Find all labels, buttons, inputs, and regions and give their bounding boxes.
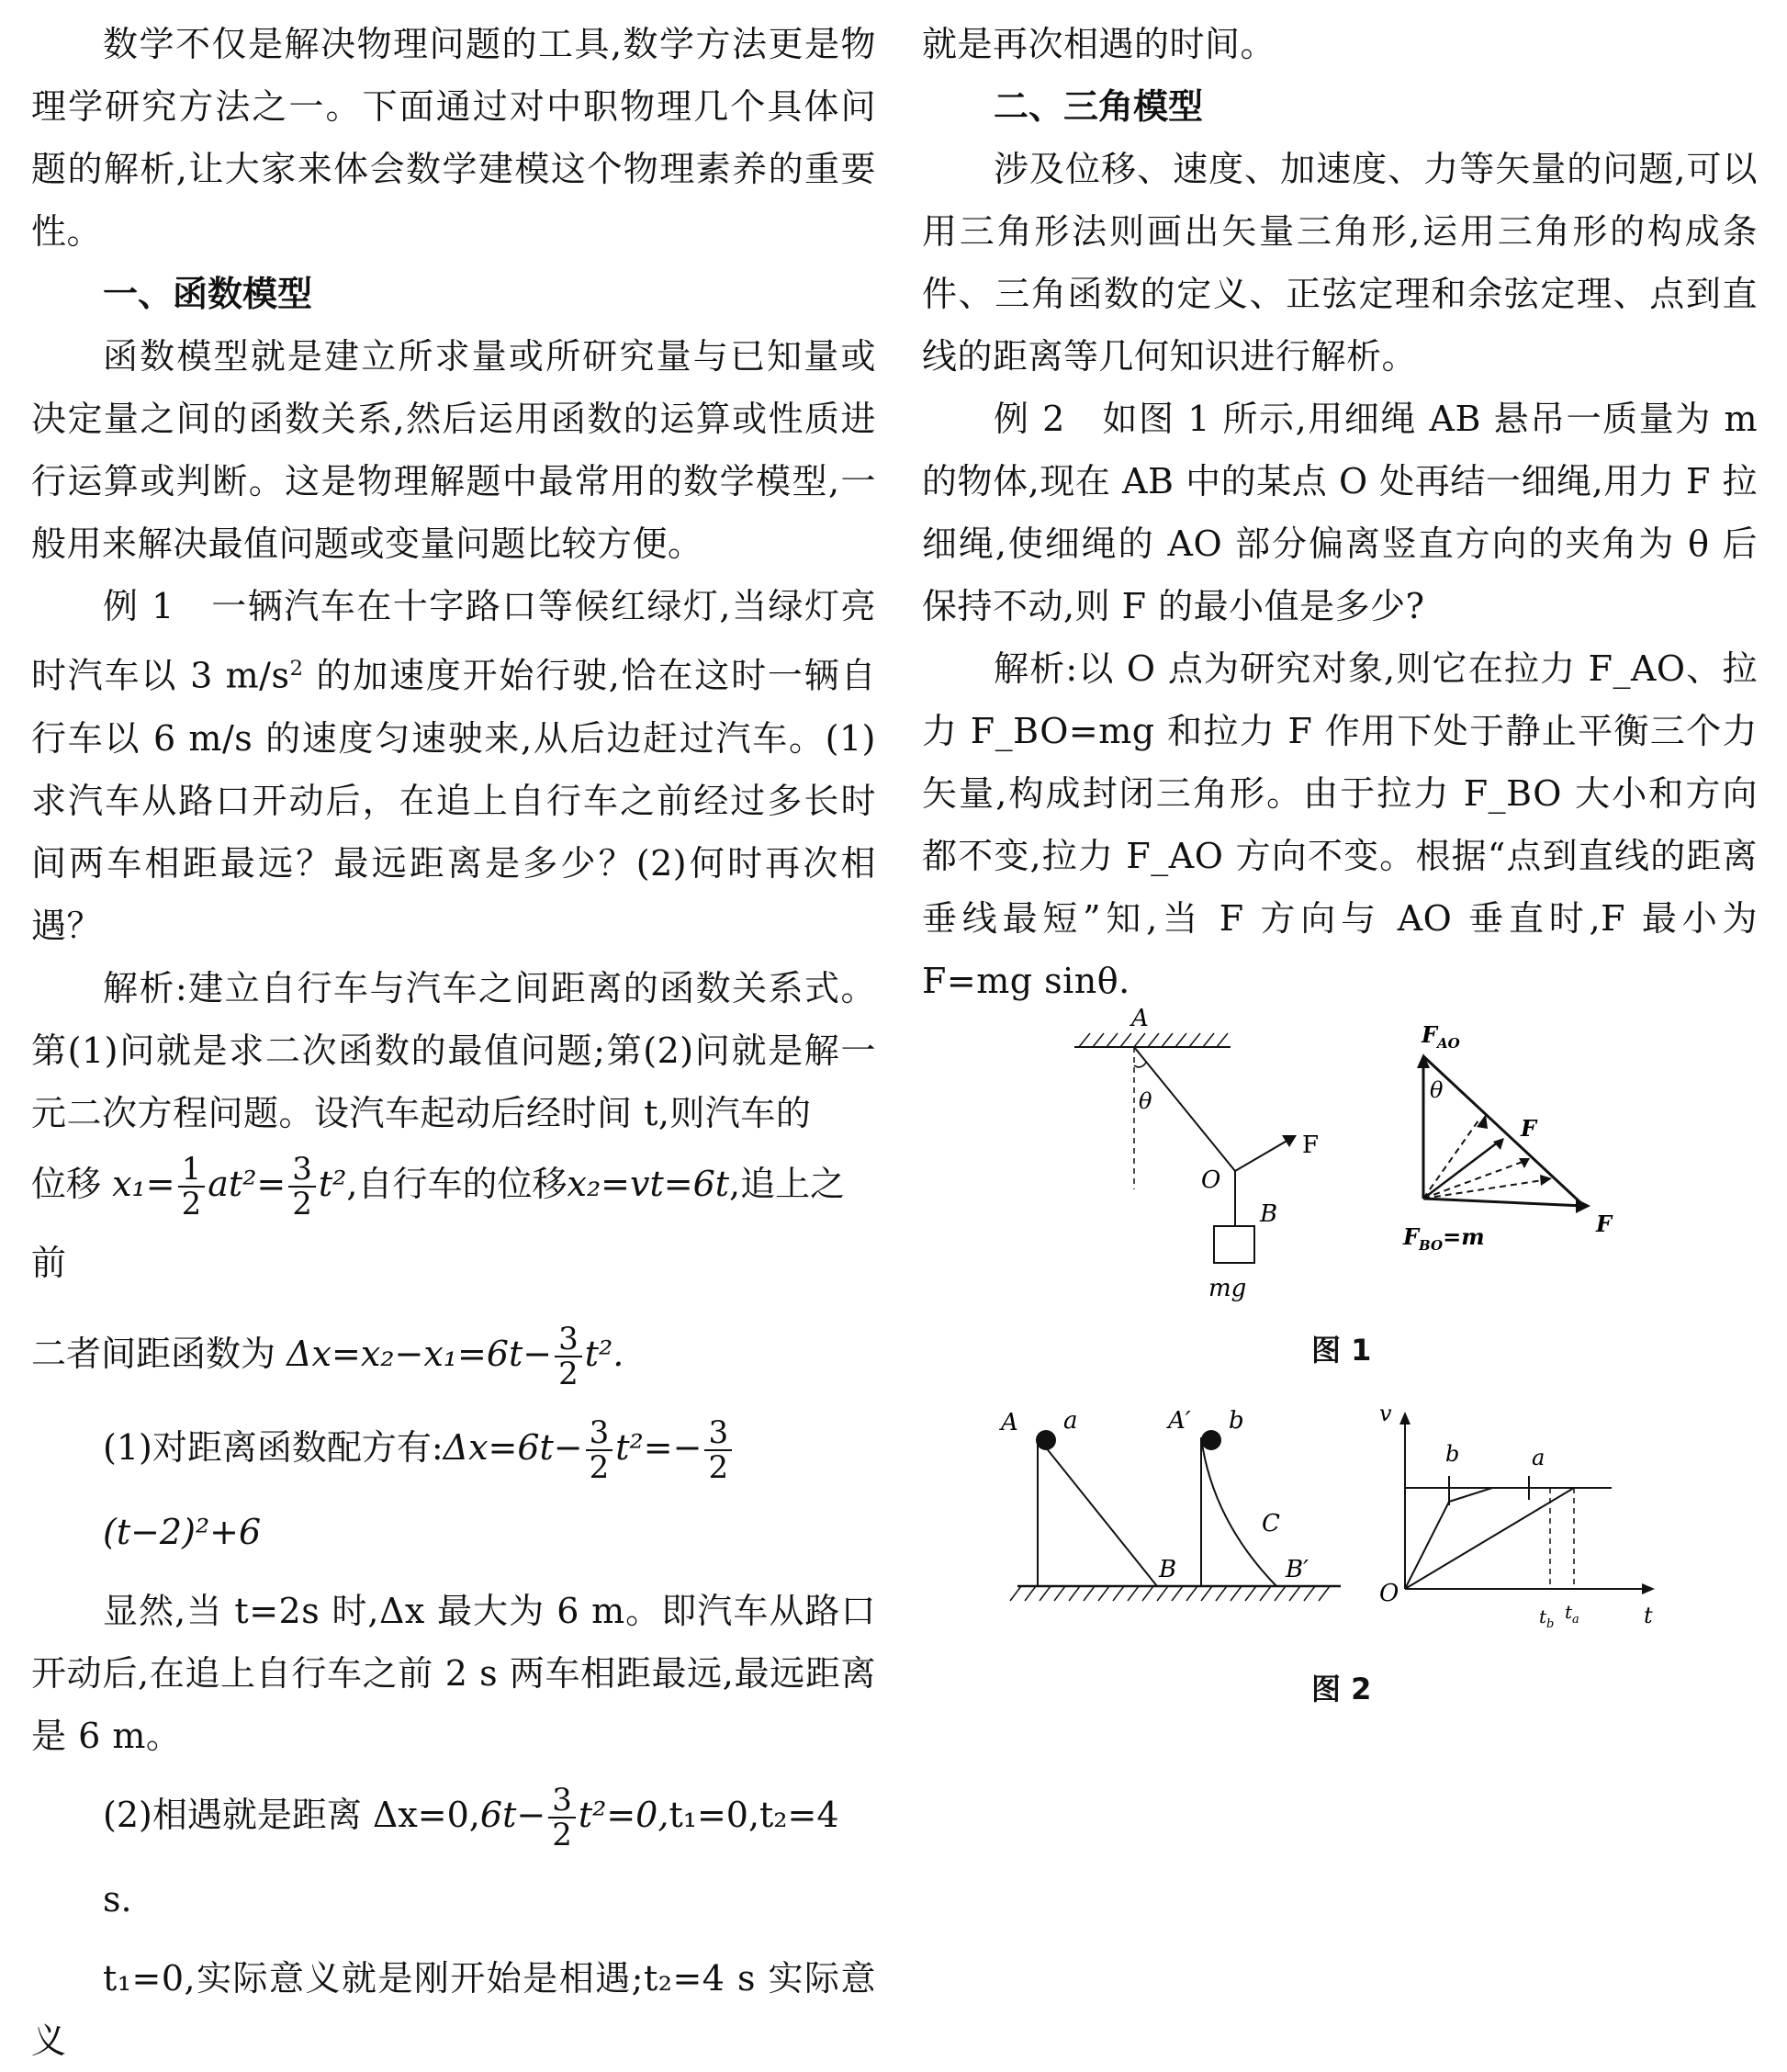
label-tb: $t_b$ (1539, 1605, 1555, 1631)
label-b-right: b (1229, 1407, 1244, 1435)
displacement-line (31, 1144, 876, 1302)
label-FAO: $F_{AO}$ (1422, 1021, 1460, 1052)
fraction-numerator: 3 (704, 1416, 732, 1451)
complete-square-prefix: (1)对距离函数配方有: (103, 1426, 444, 1468)
right-column (922, 13, 1758, 1012)
displacement-mid: ,自行车的位移 (346, 1163, 568, 1204)
fraction-denominator: 2 (552, 1817, 572, 1854)
fraction-numerator: 1 (178, 1153, 206, 1188)
fraction-three-halves (586, 1414, 613, 1487)
figure-1 (1056, 1005, 1613, 1302)
label-origin: O (1379, 1580, 1399, 1607)
displacement-post: ,追上之前 (31, 1163, 846, 1283)
fraction-three-halves (555, 1323, 582, 1391)
fraction-numerator: 3 (555, 1323, 582, 1357)
fraction-denominator: 2 (589, 1449, 610, 1487)
displacement-prefix: 位移 (31, 1163, 102, 1204)
formula-t2-dot: t². (584, 1333, 624, 1374)
formula-x2: x₂=vt=6t (567, 1163, 730, 1204)
meet-equation-line (31, 1773, 876, 1942)
fraction-numerator: 3 (586, 1416, 613, 1451)
fraction-three-halves (288, 1153, 316, 1221)
example-1-text-a: 例 1 一辆汽车在十字路口等候红绿灯,当绿灯亮时汽车以 3 m/s (31, 586, 876, 696)
label-theta: θ (1139, 1088, 1152, 1114)
last-line: t₁=0,实际意义就是刚开始是相遇;t₂=4 s 实际意义 (31, 1957, 876, 2061)
label-B-prime: B′ (1286, 1556, 1309, 1583)
label-a-left: a (1063, 1407, 1078, 1435)
figure-2-caption: 图 2 (1311, 1672, 1372, 1706)
label-ta: $t_a$ (1565, 1601, 1579, 1627)
triangle-model-paragraph: 涉及位移、速度、加速度、力等矢量的问题,可以用三角形法则画出矢量三角形,运用三角形的构成条件、三角函数的定义、正弦定理和余弦定理、点到直线的距离等几何知识进行解析。 (922, 149, 1758, 377)
solution-2-paragraph: 解析:以 O 点为研究对象,则它在拉力 F_AO、拉力 F_BO=mg 和拉力 F 作用下处于静止平衡三个力矢量,构成封闭三角形。由于拉力 F_BO 大小和方向都不变,拉力 F_AO 方向不变。根据“点到直线的距离垂线最短”知,当 F 方向与 AO 垂直时,F 最小为 F=mg sinθ. (922, 648, 1758, 1001)
label-C: C (1262, 1510, 1280, 1537)
figure-2 (1001, 1391, 1680, 1639)
example-2-paragraph: 例 2 如图 1 所示,用细绳 AB 悬吊一质量为 m 的物体,现在 AB 中的某点 O 处再结一细绳,用力 F 拉细绳,使细绳的 AO 部分偏离竖直方向的夹角为 θ 后保持不动,则 F 的最小值是多少? (922, 399, 1758, 626)
label-B-left: B (1159, 1556, 1177, 1583)
fraction-numerator: 3 (548, 1784, 576, 1819)
formula-meet-b: t²=0, (578, 1794, 669, 1835)
formula-x1: x₁= (112, 1163, 175, 1204)
formula-config-b: t²=− (615, 1426, 702, 1468)
example-1-text-b: 的加速度开始行驶,恰在这时一辆自行车以 6 m/s 的速度匀速驶来,从后边赶过汽车。(1)求汽车从路口开动后，在追上自行车之前经过多长时间两车相距最远？最远距离是多少？(2)何时再次相遇？ (31, 655, 876, 946)
meet-post: t₁=0,t₂=4 s. (103, 1794, 839, 1920)
label-F-min: F (1521, 1115, 1537, 1142)
section-heading-triangle-model: 二、三角模型 (994, 85, 1204, 127)
intro-paragraph: 数学不仅是解决物理问题的工具,数学方法更是物理学研究方法之一。下面通过对中职物理几个具体问题的解析,让大家来体会数学建模这个物理素养的重要性。 (31, 24, 876, 252)
fraction-numerator: 3 (288, 1153, 316, 1188)
figure-1-caption: 图 1 (1311, 1333, 1372, 1368)
label-theta-2: θ (1430, 1077, 1444, 1103)
label-v: v (1379, 1401, 1392, 1426)
fraction-denominator: 2 (292, 1186, 312, 1223)
example-1-exponent: 2 (289, 657, 304, 681)
formula-at2: at²= (208, 1163, 287, 1204)
fraction-half (178, 1153, 206, 1221)
formula-meet-a: 6t− (479, 1794, 546, 1835)
section-heading-function-model: 一、函数模型 (103, 273, 313, 314)
solution-1-paragraph: 解析:建立自行车与汽车之间距离的函数关系式。第(1)问就是求二次函数的最值问题;第(2)问就是解一元二次方程问题。设汽车起动后经时间 t,则汽车的 (31, 967, 876, 1133)
result-1-paragraph: 显然,当 t=2s 时,Δx 最大为 6 m。即汽车从路口开动后,在追上自行车之前 2 s 两车相距最远,最远距离是 6 m。 (31, 1590, 876, 1756)
formula-config-c: (t−2)²+6 (103, 1511, 262, 1552)
example-1-paragraph (31, 575, 876, 957)
formula-config-a: Δx=6t− (443, 1426, 583, 1468)
continued-line: 就是再次相遇的时间。 (922, 24, 1276, 64)
left-column (31, 13, 876, 2072)
label-a-graph: a (1532, 1445, 1545, 1470)
fraction-denominator: 2 (181, 1186, 202, 1223)
function-model-paragraph: 函数模型就是建立所求量或所研究量与已知量或决定量之间的函数关系,然后运用函数的运算或性质进行运算或判断。这是物理解题中最常用的数学模型,一般用来解决最值问题或变量问题比较方便。 (31, 336, 876, 564)
label-mg: mg (1208, 1275, 1247, 1302)
label-A-prime: A′ (1168, 1407, 1191, 1435)
fraction-denominator: 2 (558, 1356, 579, 1393)
formula-dx: Δx=x₂−x₁=6t− (287, 1333, 553, 1374)
label-A-left: A (1001, 1409, 1018, 1436)
label-A: A (1131, 1005, 1149, 1032)
distance-function-line (31, 1312, 876, 1396)
label-F: F (1302, 1132, 1320, 1159)
distance-prefix: 二者间距函数为 (31, 1333, 276, 1374)
label-F-corner: F (1596, 1211, 1613, 1237)
fraction-three-halves (548, 1784, 576, 1852)
label-B: B (1260, 1200, 1278, 1228)
label-FBO: $F_{BO}=m$ (1403, 1223, 1485, 1254)
label-b-graph: b (1445, 1441, 1460, 1467)
fraction-denominator: 2 (708, 1449, 729, 1487)
complete-square-line (31, 1405, 876, 1574)
label-t: t (1644, 1603, 1653, 1628)
fraction-three-halves (704, 1414, 732, 1487)
formula-t2: t² (318, 1163, 347, 1204)
meet-prefix: (2)相遇就是距离 Δx=0, (103, 1794, 480, 1835)
label-O: O (1201, 1166, 1221, 1194)
